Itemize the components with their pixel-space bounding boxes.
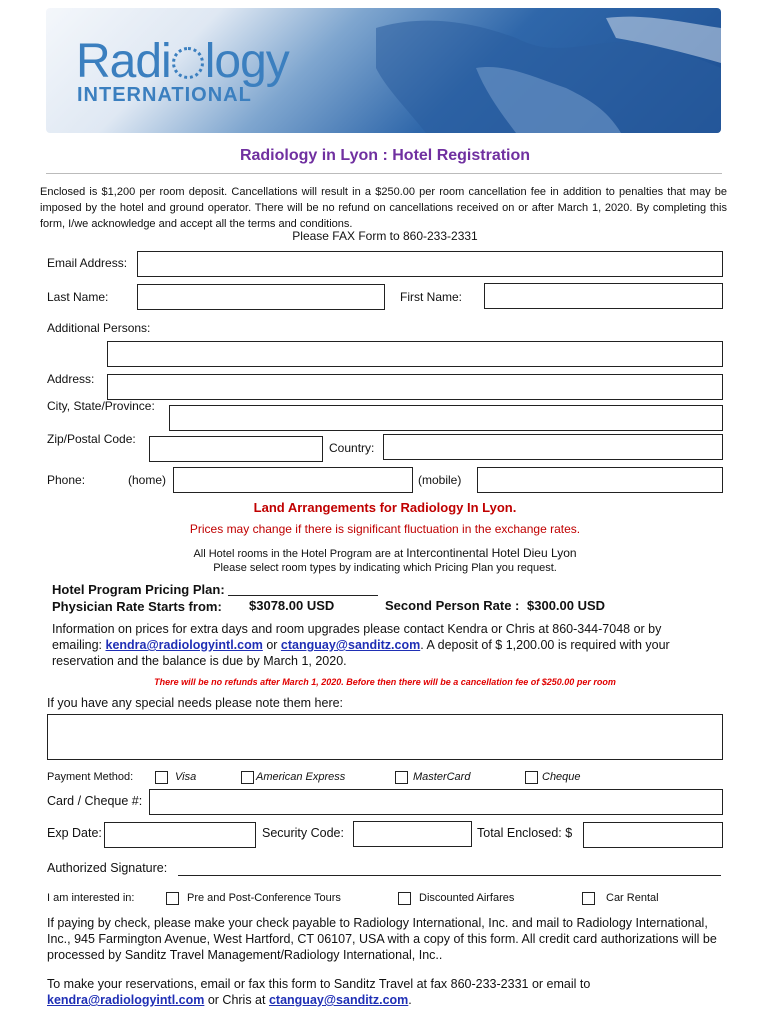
select-note: Please select room types by indicating which Pricing Plan you request. [213, 562, 557, 574]
city-field[interactable] [169, 405, 723, 431]
info-paragraph [52, 621, 732, 669]
phone-label: Phone: [47, 473, 86, 487]
cheque-label: Cheque [542, 771, 581, 783]
address-field[interactable] [107, 374, 723, 400]
first-name-field[interactable] [484, 283, 723, 309]
airfares-label: Discounted Airfares [419, 892, 515, 904]
refund-note: There will be no refunds after March 1, 2020. Before then there will be a cancellation fee of $250.00 per room [154, 677, 616, 687]
info-line-3: reservation and the balance is due by March 1, 2020. [52, 654, 347, 668]
additional-persons-label: Additional Persons: [47, 321, 151, 335]
visa-checkbox[interactable] [155, 771, 168, 784]
last-name-label: Last Name: [47, 290, 109, 304]
exp-date-field[interactable] [104, 822, 256, 848]
kendra-email-link[interactable]: kendra@radiologyintl.com [105, 638, 263, 652]
logo-subtitle: INTERNATIONAL [77, 84, 252, 106]
title-divider [46, 173, 722, 174]
security-code-label: Security Code: [262, 826, 344, 840]
logo-globe-icon [172, 47, 204, 79]
interests-label: I am interested in: [47, 892, 135, 904]
reserve-kendra-email-link[interactable]: kendra@radiologyintl.com [47, 993, 205, 1007]
tours-checkbox[interactable] [166, 892, 179, 905]
car-rental-label: Car Rental [606, 892, 659, 904]
card-number-field[interactable] [149, 789, 723, 815]
payment-method-label: Payment Method: [47, 771, 134, 783]
fax-note: Please FAX Form to 860-233-2331 [292, 229, 478, 243]
amex-label: American Express [256, 771, 346, 783]
cheque-checkbox[interactable] [525, 771, 538, 784]
total-enclosed-field[interactable] [583, 822, 723, 848]
tours-label: Pre and Post-Conference Tours [187, 892, 341, 904]
second-person-value: $300.00 USD [527, 598, 606, 613]
mastercard-checkbox[interactable] [395, 771, 408, 784]
hotel-note: All Hotel rooms in the Hotel Program are at Intercontinental Hotel Dieu Lyon [193, 546, 577, 560]
physician-rate-label: Physician Rate Starts from: [52, 599, 222, 614]
visa-label: Visa [175, 771, 197, 783]
last-name-field[interactable] [137, 284, 385, 310]
security-code-field[interactable] [353, 821, 472, 847]
phone-home-label: (home) [128, 473, 167, 487]
second-person-label: Second Person Rate : [385, 598, 520, 613]
header-banner [46, 8, 721, 133]
exchange-warning: Prices may change if there is significant fluctuation in the exchange rates. [189, 522, 581, 536]
physician-rate-value: $3078.00 USD [249, 598, 335, 613]
info-line-2: emailing: kendra@radiologyintl.com or ctanguay@sanditz.com. A deposit of $ 1,200.00 is required with your [52, 638, 670, 652]
pricing-plan-line[interactable] [228, 595, 378, 596]
phone-mobile-field[interactable] [477, 467, 723, 493]
mastercard-label: MasterCard [413, 771, 471, 783]
reservation-paragraph: To make your reservations, email or fax this form to Sanditz Travel at fax 860-233-2331 or email to kendra@radiologyintl.com or Chris at ctanguay@sanditz.com. [47, 977, 591, 1007]
phone-mobile-label: (mobile) [418, 473, 462, 487]
zip-field[interactable] [149, 436, 323, 462]
special-needs-label: If you have any special needs please note them here: [47, 696, 344, 710]
signature-label: Authorized Signature: [47, 861, 168, 875]
card-number-label: Card / Cheque #: [47, 794, 143, 808]
pricing-plan-label: Hotel Program Pricing Plan: [52, 582, 225, 597]
signature-line[interactable] [178, 875, 721, 876]
ctanguay-email-link[interactable]: ctanguay@sanditz.com [280, 638, 421, 652]
amex-checkbox[interactable] [241, 771, 254, 784]
car-rental-checkbox[interactable] [582, 892, 595, 905]
first-name-label: First Name: [400, 290, 463, 304]
check-paragraph: If paying by check, please make your check payable to Radiology International, Inc. and mail to Radiology International, Inc., 945 Farmington Avenue, West Hartford, CT 06107, USA with a copy of this form. All credit card authorizations will be processed by Sanditz Travel Management/Radiology International, Inc.. [47, 916, 717, 962]
airfares-checkbox[interactable] [398, 892, 411, 905]
exp-date-label: Exp Date: [47, 826, 102, 840]
logo-wordmark: Radi logy [76, 35, 289, 88]
city-label: City, State/Province: [47, 399, 155, 413]
country-label: Country: [329, 441, 375, 455]
email-field[interactable] [137, 251, 723, 277]
address-label: Address: [47, 372, 95, 386]
page-title: Radiology in Lyon : Hotel Registration [239, 147, 531, 164]
land-arrangements-heading: Land Arrangements for Radiology In Lyon. [253, 500, 517, 515]
reserve-ctanguay-email-link[interactable]: ctanguay@sanditz.com [268, 993, 409, 1007]
phone-home-field[interactable] [173, 467, 413, 493]
additional-persons-field[interactable] [107, 341, 723, 367]
email-label: Email Address: [47, 256, 128, 270]
total-enclosed-label: Total Enclosed: $ [477, 826, 573, 840]
info-line-1: Information on prices for extra days and room upgrades please contact Kendra or Chris at 860-344-7048 or by [52, 622, 662, 636]
special-needs-field[interactable] [47, 714, 723, 760]
country-field[interactable] [383, 434, 723, 460]
intro-text: Enclosed is $1,200 per room deposit. Cancellations will result in a $250.00 per room cancellation fee in addition to penalties that may be imposed by the hotel and ground operator. There will be no refund on cancellations received on or after March 1, 2020. By completing this form, I/we acknowledge and accept all the terms and conditions. [40, 186, 727, 230]
zip-label: Zip/Postal Code: [47, 432, 136, 446]
